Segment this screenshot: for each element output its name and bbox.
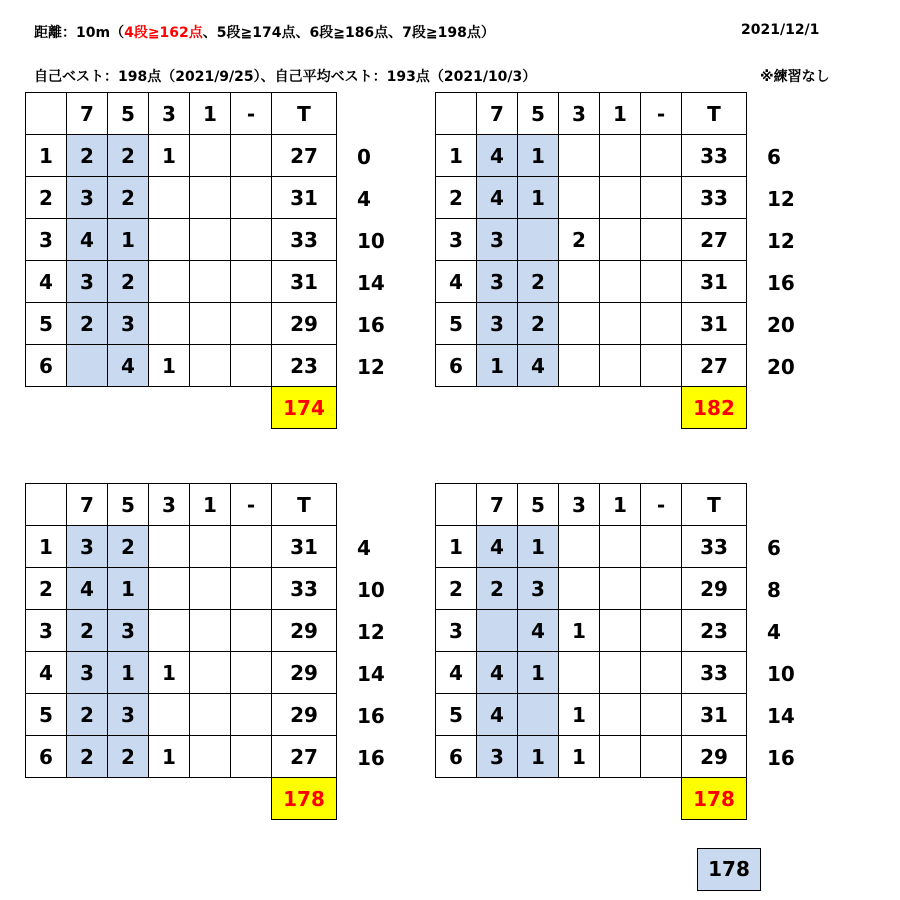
cumulative-value: 12	[767, 187, 795, 211]
count-7: 2	[67, 303, 108, 345]
count-1	[190, 736, 231, 778]
cumulative-value: 0	[357, 145, 371, 169]
count-miss	[641, 303, 682, 345]
count-1	[190, 135, 231, 177]
cumulative-value: 14	[357, 271, 385, 295]
count-3	[559, 261, 600, 303]
row-number: 4	[436, 261, 477, 303]
count-3	[149, 568, 190, 610]
column-header: 1	[600, 484, 641, 526]
column-header	[436, 484, 477, 526]
column-header	[26, 93, 67, 135]
score-table	[435, 92, 747, 429]
count-miss	[231, 177, 272, 219]
score-table	[25, 92, 337, 429]
column-header: 3	[149, 484, 190, 526]
row-total: 23	[272, 345, 337, 387]
header-row	[26, 93, 337, 135]
header-row	[436, 93, 747, 135]
sheet-total: 182	[682, 387, 747, 429]
count-7	[67, 345, 108, 387]
count-miss	[231, 736, 272, 778]
count-7: 3	[477, 219, 518, 261]
total-row	[436, 778, 747, 820]
count-3: 1	[559, 610, 600, 652]
column-header: 7	[477, 484, 518, 526]
table-row	[436, 303, 747, 345]
personal-bests: 自己ベスト：198点（2021/9/25）、自己平均ベスト：193点（2021/10/3）	[34, 69, 537, 85]
count-miss	[641, 261, 682, 303]
column-header: -	[231, 484, 272, 526]
cumulative-value: 4	[357, 536, 371, 560]
count-3	[559, 135, 600, 177]
count-5: 3	[108, 694, 149, 736]
cumulative-value: 20	[767, 313, 795, 337]
column-header: 7	[67, 484, 108, 526]
count-7: 3	[67, 526, 108, 568]
count-3	[149, 261, 190, 303]
count-5: 3	[108, 303, 149, 345]
column-header: T	[682, 93, 747, 135]
count-5: 2	[518, 303, 559, 345]
cumulative-value: 14	[357, 662, 385, 686]
count-7	[477, 610, 518, 652]
count-5: 3	[108, 610, 149, 652]
empty-cell	[477, 778, 518, 820]
count-5	[518, 219, 559, 261]
count-5: 1	[108, 219, 149, 261]
empty-cell	[436, 387, 477, 429]
table-row	[26, 652, 337, 694]
count-5: 2	[108, 526, 149, 568]
count-5: 1	[518, 177, 559, 219]
count-5: 2	[108, 736, 149, 778]
count-miss	[231, 526, 272, 568]
empty-cell	[108, 778, 149, 820]
sheet-total: 174	[272, 387, 337, 429]
row-number: 6	[26, 736, 67, 778]
count-3: 1	[149, 652, 190, 694]
row-total: 27	[682, 345, 747, 387]
count-1	[190, 177, 231, 219]
table-row	[26, 219, 337, 261]
count-miss	[641, 219, 682, 261]
count-7: 4	[67, 219, 108, 261]
distance-thresholds: 、5段≧174点、6段≧186点、7段≧198点）	[202, 25, 495, 41]
score-sheet	[25, 483, 385, 820]
column-header	[26, 484, 67, 526]
count-1	[190, 694, 231, 736]
empty-cell	[231, 387, 272, 429]
count-1	[190, 303, 231, 345]
count-3	[559, 568, 600, 610]
count-miss	[231, 303, 272, 345]
table-row	[26, 568, 337, 610]
column-header: T	[682, 484, 747, 526]
count-1	[190, 610, 231, 652]
empty-cell	[26, 778, 67, 820]
count-miss	[231, 345, 272, 387]
cumulative-value: 10	[357, 578, 385, 602]
count-3	[559, 526, 600, 568]
row-number: 2	[26, 568, 67, 610]
cumulative-value: 4	[357, 187, 371, 211]
row-number: 4	[436, 652, 477, 694]
column-header: T	[272, 93, 337, 135]
row-total: 29	[272, 694, 337, 736]
count-miss	[231, 652, 272, 694]
count-3	[149, 219, 190, 261]
count-1	[190, 652, 231, 694]
column-header: 3	[559, 484, 600, 526]
table-row	[436, 526, 747, 568]
header-row	[26, 484, 337, 526]
row-total: 27	[272, 135, 337, 177]
column-header	[436, 93, 477, 135]
row-total: 27	[272, 736, 337, 778]
table-row	[26, 694, 337, 736]
cumulative-value: 12	[357, 355, 385, 379]
count-1	[600, 694, 641, 736]
column-header: 1	[190, 484, 231, 526]
column-header: 1	[190, 93, 231, 135]
column-header: 5	[518, 93, 559, 135]
cumulative-value: 4	[767, 620, 781, 644]
count-7: 3	[477, 736, 518, 778]
count-5: 1	[108, 568, 149, 610]
count-1	[600, 610, 641, 652]
row-total: 23	[682, 610, 747, 652]
empty-cell	[149, 387, 190, 429]
row-total: 31	[272, 261, 337, 303]
distance-prefix: 距離：10m（	[34, 25, 125, 41]
table-row	[436, 694, 747, 736]
count-5	[518, 694, 559, 736]
count-miss	[641, 135, 682, 177]
row-number: 3	[26, 219, 67, 261]
count-1	[600, 736, 641, 778]
table-row	[26, 610, 337, 652]
column-header: 1	[600, 93, 641, 135]
count-1	[600, 303, 641, 345]
table-row	[436, 261, 747, 303]
count-3: 1	[149, 135, 190, 177]
count-miss	[641, 610, 682, 652]
count-7: 4	[477, 694, 518, 736]
row-total: 29	[272, 303, 337, 345]
count-miss	[231, 694, 272, 736]
table-row	[436, 610, 747, 652]
cumulative-value: 10	[767, 662, 795, 686]
count-1	[190, 261, 231, 303]
row-number: 5	[436, 303, 477, 345]
column-header: -	[231, 93, 272, 135]
row-number: 5	[436, 694, 477, 736]
empty-cell	[149, 778, 190, 820]
empty-cell	[26, 387, 67, 429]
row-total: 29	[682, 568, 747, 610]
cumulative-value: 6	[767, 145, 781, 169]
count-5: 1	[518, 526, 559, 568]
count-5: 3	[518, 568, 559, 610]
count-5: 1	[518, 135, 559, 177]
count-miss	[641, 345, 682, 387]
row-number: 5	[26, 303, 67, 345]
count-7: 2	[67, 610, 108, 652]
count-3	[559, 177, 600, 219]
count-3: 1	[559, 736, 600, 778]
table-row	[26, 736, 337, 778]
row-number: 3	[436, 610, 477, 652]
cumulative-value: 8	[767, 578, 781, 602]
count-3	[559, 652, 600, 694]
count-3	[149, 694, 190, 736]
cumulative-value: 12	[767, 229, 795, 253]
sheet-total: 178	[272, 778, 337, 820]
empty-cell	[559, 778, 600, 820]
practice-note: ※練習なし	[760, 69, 830, 85]
row-number: 4	[26, 261, 67, 303]
sheet-total: 178	[682, 778, 747, 820]
count-7: 2	[67, 135, 108, 177]
count-5: 4	[518, 345, 559, 387]
row-number: 1	[436, 526, 477, 568]
empty-cell	[600, 778, 641, 820]
table-row	[26, 177, 337, 219]
empty-cell	[67, 778, 108, 820]
row-number: 6	[436, 345, 477, 387]
total-row	[26, 778, 337, 820]
count-7: 2	[477, 568, 518, 610]
count-7: 1	[477, 345, 518, 387]
empty-cell	[559, 387, 600, 429]
table-row	[436, 652, 747, 694]
count-7: 4	[477, 526, 518, 568]
row-total: 33	[682, 652, 747, 694]
count-miss	[641, 652, 682, 694]
score-sheet	[25, 92, 385, 429]
column-header: 5	[108, 484, 149, 526]
count-3: 2	[559, 219, 600, 261]
count-7: 3	[67, 652, 108, 694]
count-7: 4	[477, 135, 518, 177]
count-7: 3	[67, 261, 108, 303]
count-miss	[641, 736, 682, 778]
column-header: -	[641, 484, 682, 526]
count-miss	[641, 568, 682, 610]
row-total: 27	[682, 219, 747, 261]
count-miss	[231, 135, 272, 177]
total-row	[436, 387, 747, 429]
count-3	[559, 345, 600, 387]
count-5: 2	[108, 261, 149, 303]
count-1	[600, 652, 641, 694]
empty-cell	[600, 387, 641, 429]
row-total: 33	[272, 219, 337, 261]
row-number: 3	[436, 219, 477, 261]
cumulative-value: 16	[357, 313, 385, 337]
row-number: 1	[26, 526, 67, 568]
cumulative-value: 10	[357, 229, 385, 253]
count-7: 3	[477, 303, 518, 345]
distance-4dan-threshold: 4段≧162点	[124, 25, 203, 41]
empty-cell	[641, 387, 682, 429]
count-7: 2	[67, 736, 108, 778]
count-7: 3	[67, 177, 108, 219]
cumulative-value: 20	[767, 355, 795, 379]
count-miss	[231, 261, 272, 303]
empty-cell	[518, 778, 559, 820]
count-3	[149, 177, 190, 219]
row-number: 4	[26, 652, 67, 694]
cumulative-value: 16	[767, 746, 795, 770]
count-7: 3	[477, 261, 518, 303]
count-1	[190, 219, 231, 261]
cumulative-value: 6	[767, 536, 781, 560]
column-header: 3	[149, 93, 190, 135]
row-total: 31	[272, 177, 337, 219]
count-5: 1	[108, 652, 149, 694]
header-row	[436, 484, 747, 526]
row-number: 5	[26, 694, 67, 736]
cumulative-value: 16	[357, 746, 385, 770]
table-row	[436, 135, 747, 177]
row-total: 29	[682, 736, 747, 778]
table-row	[26, 345, 337, 387]
table-row	[436, 219, 747, 261]
empty-cell	[67, 387, 108, 429]
cumulative-value: 14	[767, 704, 795, 728]
table-row	[26, 261, 337, 303]
score-table	[435, 483, 747, 820]
empty-cell	[641, 778, 682, 820]
row-number: 1	[436, 135, 477, 177]
count-1	[600, 261, 641, 303]
row-number: 2	[26, 177, 67, 219]
count-7: 4	[477, 652, 518, 694]
count-miss	[231, 568, 272, 610]
row-total: 33	[682, 135, 747, 177]
column-header: 7	[67, 93, 108, 135]
row-total: 31	[272, 526, 337, 568]
count-miss	[641, 694, 682, 736]
column-header: 5	[108, 93, 149, 135]
table-row	[26, 303, 337, 345]
empty-cell	[518, 387, 559, 429]
count-3: 1	[559, 694, 600, 736]
count-3	[149, 610, 190, 652]
column-header: 3	[559, 93, 600, 135]
count-1	[600, 526, 641, 568]
count-1	[600, 177, 641, 219]
count-3: 1	[149, 345, 190, 387]
column-header: T	[272, 484, 337, 526]
count-3	[149, 303, 190, 345]
table-row	[436, 568, 747, 610]
empty-cell	[231, 778, 272, 820]
score-sheet	[435, 483, 795, 820]
count-7: 2	[67, 694, 108, 736]
total-row	[26, 387, 337, 429]
count-1	[190, 526, 231, 568]
column-header: 7	[477, 93, 518, 135]
count-1	[600, 345, 641, 387]
column-header: -	[641, 93, 682, 135]
empty-cell	[108, 387, 149, 429]
distance-line	[34, 22, 495, 42]
count-3: 1	[149, 736, 190, 778]
count-5: 2	[108, 135, 149, 177]
table-row	[26, 526, 337, 568]
count-1	[190, 568, 231, 610]
empty-cell	[436, 778, 477, 820]
count-1	[600, 135, 641, 177]
count-1	[600, 568, 641, 610]
row-total: 33	[272, 568, 337, 610]
row-total: 31	[682, 303, 747, 345]
cumulative-value: 16	[767, 271, 795, 295]
row-total: 31	[682, 261, 747, 303]
count-1	[600, 219, 641, 261]
table-row	[26, 135, 337, 177]
count-5: 4	[108, 345, 149, 387]
table-row	[436, 345, 747, 387]
count-miss	[231, 610, 272, 652]
cumulative-value: 16	[357, 704, 385, 728]
row-number: 1	[26, 135, 67, 177]
count-5: 2	[108, 177, 149, 219]
count-1	[190, 345, 231, 387]
empty-cell	[190, 778, 231, 820]
row-total: 33	[682, 177, 747, 219]
cumulative-value: 12	[357, 620, 385, 644]
count-5: 1	[518, 736, 559, 778]
row-number: 2	[436, 568, 477, 610]
count-5: 4	[518, 610, 559, 652]
row-total: 31	[682, 694, 747, 736]
row-number: 2	[436, 177, 477, 219]
row-total: 29	[272, 652, 337, 694]
count-3	[149, 526, 190, 568]
grand-total-box: 178	[697, 848, 761, 891]
count-5: 2	[518, 261, 559, 303]
count-miss	[641, 526, 682, 568]
column-header: 5	[518, 484, 559, 526]
table-row	[436, 736, 747, 778]
row-total: 29	[272, 610, 337, 652]
empty-cell	[190, 387, 231, 429]
row-number: 6	[436, 736, 477, 778]
date-label: 2021/12/1	[741, 22, 820, 38]
count-7: 4	[477, 177, 518, 219]
row-total: 33	[682, 526, 747, 568]
score-sheet	[435, 92, 795, 429]
empty-cell	[477, 387, 518, 429]
count-7: 4	[67, 568, 108, 610]
table-row	[436, 177, 747, 219]
count-3	[559, 303, 600, 345]
count-miss	[231, 219, 272, 261]
score-table	[25, 483, 337, 820]
row-number: 6	[26, 345, 67, 387]
count-5: 1	[518, 652, 559, 694]
row-number: 3	[26, 610, 67, 652]
count-miss	[641, 177, 682, 219]
